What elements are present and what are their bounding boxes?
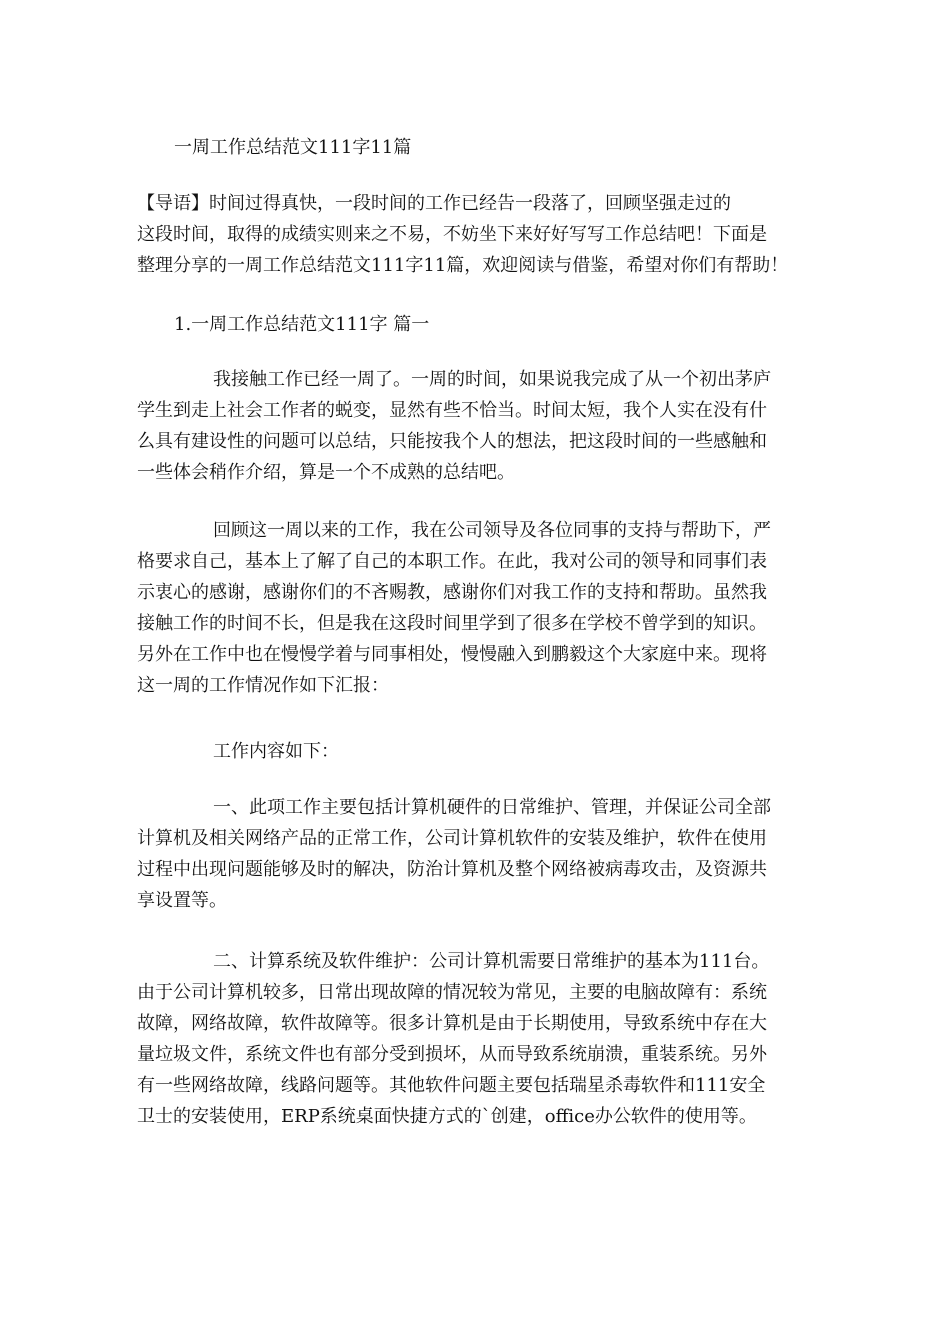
- paragraph-line: 故障，网络故障，软件故障等。很多计算机是由于长期使用，导致系统中存在大: [137, 1013, 767, 1034]
- paragraph-line: 卫士的安装使用，ERP系统桌面快捷方式的`创建，office办公软件的使用等。: [137, 1106, 757, 1127]
- paragraph-line: 我接触工作已经一周了。一周的时间，如果说我完成了从一个初出茅庐: [213, 369, 771, 390]
- document-title: 一周工作总结范文111字11篇: [174, 137, 412, 158]
- paragraph-line: 这一周的工作情况作如下汇报：: [137, 675, 389, 696]
- paragraph-line: 一些体会稍作介绍，算是一个不成熟的总结吧。: [137, 462, 515, 483]
- paragraph-line: 有一些网络故障，线路问题等。其他软件问题主要包括瑞星杀毒软件和111安全: [137, 1075, 766, 1096]
- body-paragraph-2: [137, 515, 817, 701]
- paragraph-line: 回顾这一周以来的工作，我在公司领导及各位同事的支持与帮助下，严: [213, 520, 771, 541]
- paragraph-line: 一、此项工作主要包括计算机硬件的日常维护、管理，并保证公司全部: [213, 797, 771, 818]
- body-paragraph-4: [137, 792, 817, 916]
- body-paragraph-3: [137, 736, 817, 767]
- paragraph-line: 量垃圾文件，系统文件也有部分受到损坏，从而导致系统崩溃，重装系统。另外: [137, 1044, 767, 1065]
- paragraph-line: 计算机及相关网络产品的正常工作，公司计算机软件的安装及维护，软件在使用: [137, 828, 767, 849]
- paragraph-line: 接触工作的时间不长，但是我在这段时间里学到了很多在学校不曾学到的知识。: [137, 613, 767, 634]
- paragraph-line: 另外在工作中也在慢慢学着与同事相处，慢慢融入到鹏毅这个大家庭中来。现将: [137, 644, 767, 665]
- paragraph-line: 二、计算系统及软件维护：公司计算机需要日常维护的基本为111台。: [213, 951, 770, 972]
- paragraph-line: 学生到走上社会工作者的蜕变，显然有些不恰当。时间太短，我个人实在没有什: [137, 400, 767, 421]
- paragraph-line: 格要求自己，基本上了解了自己的本职工作。在此，我对公司的领导和同事们表: [137, 551, 767, 572]
- paragraph-line: 过程中出现问题能够及时的解决，防治计算机及整个网络被病毒攻击，及资源共: [137, 859, 767, 880]
- section-heading: 1.一周工作总结范文111字 篇一: [174, 314, 430, 335]
- intro-line: 【导语】时间过得真快，一段时间的工作已经告一段落了，回顾坚强走过的: [137, 193, 731, 214]
- paragraph-line: 工作内容如下：: [213, 741, 339, 762]
- body-paragraph-5: [137, 946, 817, 1132]
- paragraph-line: 示衷心的感谢，感谢你们的不吝赐教，感谢你们对我工作的支持和帮助。虽然我: [137, 582, 767, 603]
- paragraph-line: 由于公司计算机较多，日常出现故障的情况较为常见，主要的电脑故障有：系统: [137, 982, 767, 1003]
- intro-paragraph: [137, 188, 817, 281]
- intro-line: 整理分享的一周工作总结范文111字11篇，欢迎阅读与借鉴，希望对你们有帮助！: [137, 255, 789, 276]
- paragraph-line: 么具有建设性的问题可以总结，只能按我个人的想法，把这段时间的一些感触和: [137, 431, 767, 452]
- body-paragraph-1: [137, 364, 817, 488]
- intro-line: 这段时间，取得的成绩实则来之不易，不妨坐下来好好写写工作总结吧！下面是: [137, 224, 767, 245]
- paragraph-line: 享设置等。: [137, 890, 227, 911]
